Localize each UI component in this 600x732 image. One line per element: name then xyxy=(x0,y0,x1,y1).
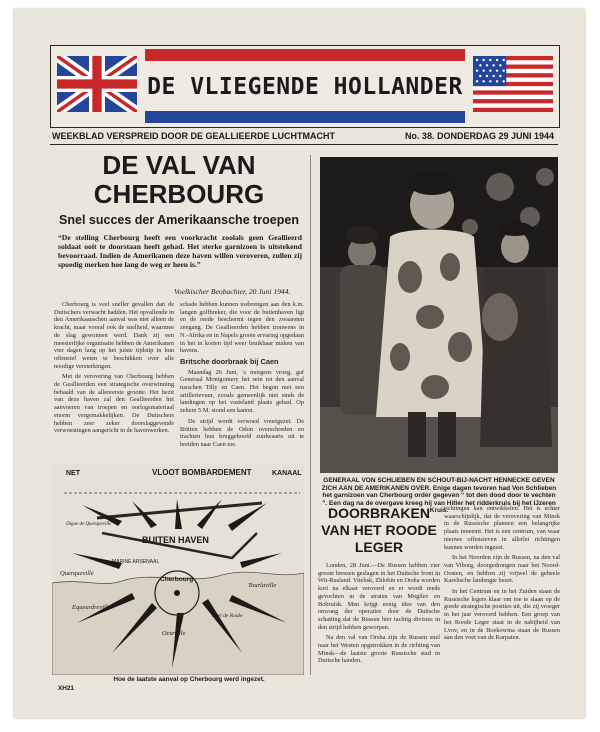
map-title: VLOOT BOMBARDEMENT xyxy=(152,468,252,477)
quote-source: Voelkischer Beobachter, 20 Juni 1944. xyxy=(174,287,291,296)
map-place-label: MARINE ARSENAAL xyxy=(112,559,160,565)
masthead-blue-band xyxy=(145,111,465,123)
map-caption: Hoe de laatste aanval op Cherbourg werd ingezet. xyxy=(113,676,265,683)
newspaper-page xyxy=(14,9,585,718)
us-flag-icon xyxy=(473,56,553,112)
paragraph: In het Noorden zijn de Russen, na den val van Viborg, doorgedrongen naar het Noord-Oosten, en hebben zij vrijwel de geheele Karelische landengte bezet. xyxy=(444,554,560,585)
lead-quote: “De stelling Cherbourg heeft een voorkracht zoolals geen Geallieerd soldaat ooit te doorstaan heeft gehad. Het sterke garnizoen is uitstekend bevoorraad. Indien de Amerikanen deze haven willen veroveren, zullen zij spoedig merken hoe lang de weg er heen is.” xyxy=(58,233,302,269)
photo-caption: GENERAAL VON SCHLIEBEN EN SCHOUT-BIJ-NACHT HENNECKE GEVEN ZICH AAN DE AMERIKANEN OVER. Enige dagen tevoren had Von Schlieben het garnizoen van Cherbourg order gegeven “ tot den dood door te vechten ”. Een dag na de overgave kreeg hij van Hitler het ridderkruis bij het IJzeren Kruis. xyxy=(321,477,557,515)
map-net-label: NET xyxy=(66,470,80,477)
main-subhead: Snel succes der Amerikaansche troepen xyxy=(59,213,299,227)
map-place-label: Octeville xyxy=(162,630,186,637)
article-column-1 xyxy=(54,301,174,459)
section-subtitle: Britsche doorbraak bij Caen xyxy=(180,356,279,366)
paragraph: Maandag 26 Juni, 's morgens vroeg, gaf Generaal Montgomery het sein tot den aanval tusschen Tilly en Caen. Het begon met een artillerievuur, zooals gemeenlijk niet sinds de landingen op het vasteland plaats gehad. Op zekere 5 M. stond een kanon. xyxy=(180,368,304,415)
subline-distribution: WEEKBLAD VERSPREID DOOR DE GEALLIEERDE LUCHTMACHT xyxy=(52,131,336,141)
paragraph: Na den val van Orsha zijn de Russen snel naar het Westen opgetrokken in de richting van Minsk—de laatste groote Russische stad in Duitsche handen. xyxy=(318,634,440,665)
paragraph: In het Centrum en in het Zuiden staan de Russische legers klaar om toe te slaan op de goede strategische posities uit, die zij vroeger in het jaar veroverd hebben. Een groep van het Roode Leger staat in de nabijheid van Lvov, en in de Boekowina staan de Russen aan den voet van de Karpaten. xyxy=(444,588,560,642)
map-place-label: Querqueville xyxy=(60,570,94,577)
map-place-label: Digue de Querqueville xyxy=(66,522,112,527)
map-harbor-label: BUITEN HAVEN xyxy=(142,535,209,545)
newspaper-title: DE VLIEGENDE HOLLANDER xyxy=(147,74,463,100)
paragraph: Met de verovering van Cherbourg hebben de Geallieerden een strategische overwinning behaald van de allereerste grootte. Het bezit van deze haven zal den Geallieerden het aanvoeren van troepen en oorlogsmateriaal enorm vergemakkelijken. De Duitschers hebben zeer zeker doorslaggevende verwoestingen aangericht in de havenwerken. xyxy=(54,373,174,435)
print-code: XH21 xyxy=(58,685,74,692)
map-place-label: Fort de Roule xyxy=(212,613,243,619)
map-place-label: Tourlaville xyxy=(248,582,277,589)
masthead-subline xyxy=(50,130,558,145)
article-column-2 xyxy=(180,301,304,459)
map-place-label: Cherbourg xyxy=(160,576,194,583)
main-headline: DE VAL VAN CHERBOURG xyxy=(93,150,265,209)
paragraph: Cherbourg is veel sneller gevallen dan de Duitschers verwacht hadden. Het opvallende in den Amerikaanschen aanval was niet alleen de kracht, maar vooral ook de snelheid, waarmee de slag gewonnen werd. Dank zij een meesterlijke organisatie hebben de Amerikanen vier dagen lang op het juiste tijdstip in hun offensief weten te beschikken over alle noodige versterkingen. xyxy=(54,301,174,370)
masthead xyxy=(50,45,560,128)
map-kanaal-label: KANAAL xyxy=(272,470,302,477)
column-divider xyxy=(310,155,311,675)
union-jack-flag-icon xyxy=(57,56,137,112)
map-place-label: Equeurdreville xyxy=(72,604,111,611)
paragraph: richtingen kan ontwikkelen. Het is echter waarschijnlijk, dat de verovering van Minsk in de Russische plannen een belangrijke plaats inneemt. Het is een centrum, van waar nieuwe offensieven in allerlei richtingen kunnen worden ingezet. xyxy=(444,505,560,551)
paragraph: schade hebben kunnen toebrengen aan den k.m. langen golfbreker, die voor de buitenhaven ligt en de reede beschermt tegen den zwaarsten zeegang. De Geallieerden hebben trouwens in N.-Afrika en in Napels groote ervaring opgedaan in het in korten tijd weer bruikbaar maken van havens. xyxy=(180,301,304,355)
paragraph: De strijd wordt verwoed voortgezet. De Britten hebben de Odon overschreden en trachten hun bruggehoofd zuidwaarts uit te breiden naar Caen toe. xyxy=(180,417,304,448)
second-headline: DOORBRAKEN VAN HET ROODE LEGER xyxy=(321,505,437,555)
masthead-red-band xyxy=(145,49,465,61)
surrender-photo xyxy=(320,157,558,473)
article-column-4 xyxy=(444,505,560,680)
cherbourg-map xyxy=(52,463,304,675)
paragraph: Londen, 28 Juni.—De Russen hebben vier groote bressen geslagen in het Duitsche front in Wit-Rusland. Vitebsk, Zhlobin en Orsha worden kort na elkaar veroverd en er wordt reeds gevochten in de straten van Mogilev en Bobruisk. Men krijgt eenig idee van den omvang der operaties door de Duitsche schatting dat de Russen hier tachtig divisies in den strijd hebben geworpen. xyxy=(318,562,440,631)
issue-date: No. 38. DONDERDAG 29 JUNI 1944 xyxy=(404,131,554,141)
article-column-3 xyxy=(318,562,440,680)
